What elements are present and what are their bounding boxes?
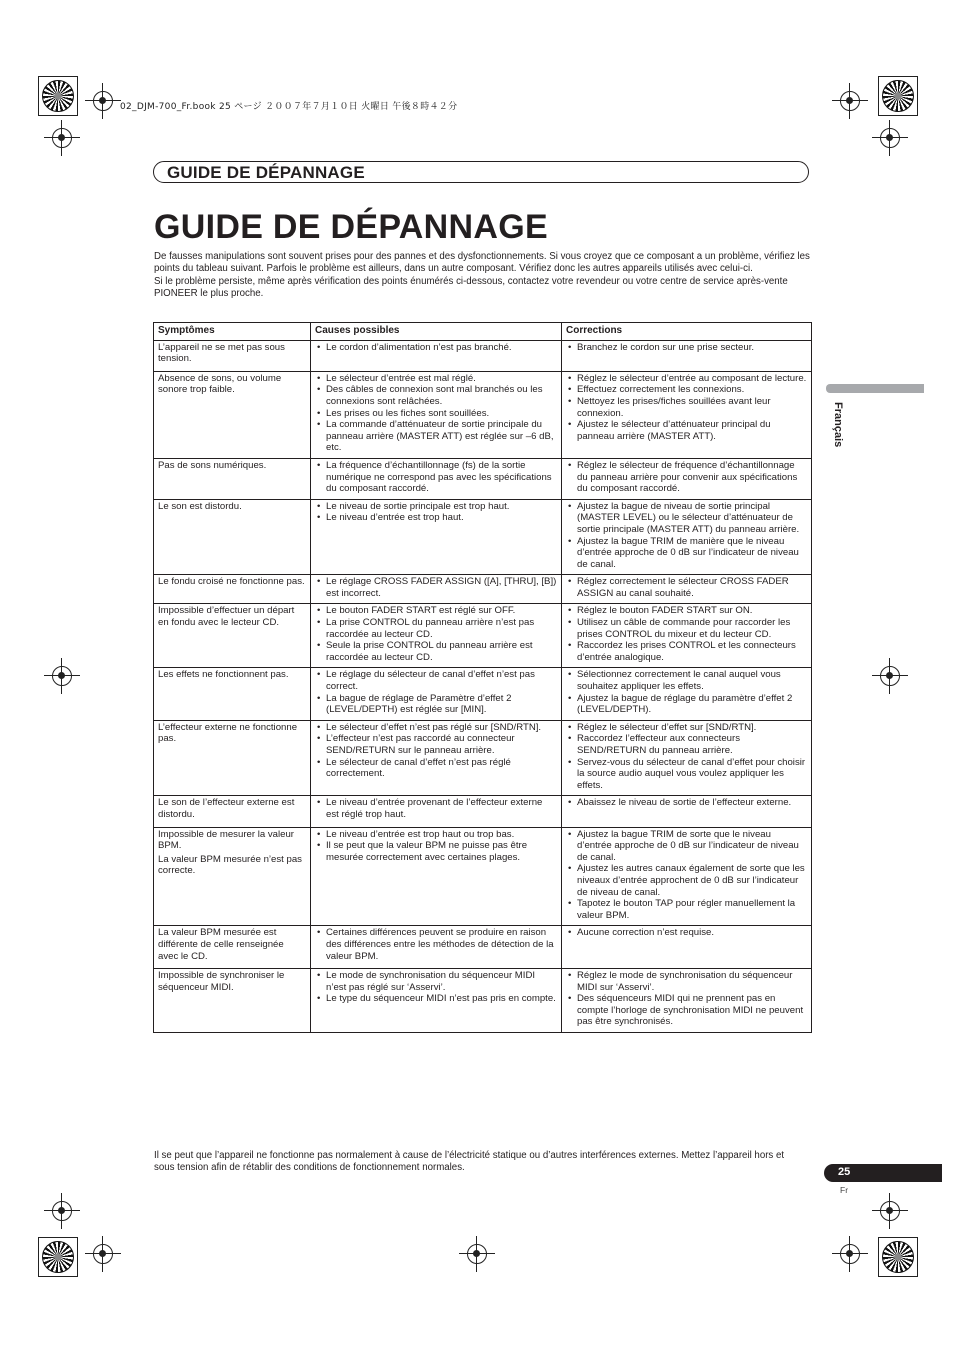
symptom-text: La valeur BPM mesurée n’est pas correcte.: [158, 853, 302, 877]
symptom-cell: [154, 575, 311, 604]
header-causes: Causes possibles: [311, 323, 562, 341]
correction-item: • Ajustez le sélecteur d’atténuateur principal du panneau arrière (MASTER ATT).: [566, 419, 807, 442]
registration-target-icon: [467, 1244, 487, 1264]
correction-item: • Sélectionnez correctement le canal auquel vous souhaitez appliquer les effets.: [566, 669, 807, 692]
correction-cell: [562, 827, 812, 926]
correction-item: • Branchez le cordon sur une prise secteur.: [566, 342, 807, 354]
cause-cell: [311, 827, 562, 926]
symptom-cell: [154, 371, 311, 458]
table-header-row: [154, 323, 812, 341]
cause-item: • Le niveau de sortie principale est trop haut.: [315, 501, 557, 513]
symptom-text: L’appareil ne se met pas sous tension.: [158, 341, 285, 365]
correction-cell: [562, 926, 812, 969]
correction-cell: [562, 340, 812, 371]
registration-target-icon: [840, 1244, 860, 1264]
intro-text: [154, 251, 814, 301]
correction-item: • Réglez le bouton FADER START sur ON.: [566, 605, 807, 617]
correction-list: [566, 460, 807, 495]
symptom-text: Absence de sons, ou volume sonore trop faible.: [158, 372, 282, 396]
correction-item: • Aucune correction n’est requise.: [566, 927, 807, 939]
registration-target-icon: [52, 666, 72, 686]
symptom-cell: [154, 668, 311, 720]
troubleshooting-table: [153, 322, 812, 1033]
table-row: [154, 575, 812, 604]
section-label: GUIDE DE DÉPANNAGE: [167, 163, 365, 182]
correction-list: [566, 797, 807, 809]
correction-cell: [562, 969, 812, 1033]
cause-cell: [311, 575, 562, 604]
correction-cell: [562, 720, 812, 796]
cause-list: [315, 576, 557, 599]
cause-item: • Le sélecteur de canal d’effet n’est pas réglé correctement.: [315, 757, 557, 780]
crop-mark: [878, 76, 918, 116]
cause-item: • Certaines différences peuvent se produire en raison des différences entre les méthodes de détection de la valeur BPM.: [315, 927, 557, 962]
cause-list: [315, 970, 557, 1005]
cause-item: • Le réglage du sélecteur de canal d’effet n’est pas correct.: [315, 669, 557, 692]
correction-item: • Ajustez la bague de réglage du paramètre d’effet 2 (LEVEL/DEPTH).: [566, 693, 807, 716]
page-number: 25: [838, 1166, 851, 1178]
correction-list: [566, 829, 807, 922]
registration-target-icon: [840, 91, 860, 111]
footer-note: Il se peut que l’appareil ne fonctionne pas normalement à cause de l’électricité statique ou d’autres interférences externes. Mettez l’appareil hors et sous tension afin de rétablir des conditions de fonctionnement normales.: [154, 1150, 785, 1174]
symptom-cell: [154, 720, 311, 796]
cause-list: [315, 797, 557, 820]
cause-list: [315, 722, 557, 780]
correction-item: • Ajustez la bague de niveau de sortie principal (MASTER LEVEL) ou le sélecteur d’atténuateur de sortie principale (MASTER ATT) du panneau arrière.: [566, 501, 807, 536]
cause-item: • Le type du séquenceur MIDI n’est pas pris en compte.: [315, 993, 557, 1005]
table-row: [154, 720, 812, 796]
intro-paragraph: De fausses manipulations sont souvent prises pour des pannes et des dysfonctionnements. Si vous croyez que ce composant a un problème, vérifiez les points du tableau suivant. Parfois le problème est ailleurs, dans un autre composant. Vérifiez donc les autres appareils utilisés avec celui-ci.: [154, 251, 810, 275]
correction-cell: [562, 796, 812, 827]
correction-item: • Réglez correctement le sélecteur CROSS FADER ASSIGN au canal souhaité.: [566, 576, 807, 599]
correction-item: • Abaissez le niveau de sortie de l’effecteur externe.: [566, 797, 807, 809]
symptom-text: Les effets ne fonctionnent pas.: [158, 669, 289, 681]
registration-target-icon: [93, 91, 113, 111]
file-header: 02_DJM-700_Fr.book 25 ページ ２００７年７月１０日 火曜日 午後８時４２分: [120, 102, 458, 112]
symptom-text: Impossible d’effectuer un départ en fondu avec le lecteur CD.: [158, 605, 295, 629]
correction-cell: [562, 499, 812, 575]
registration-target-icon: [93, 1244, 113, 1264]
cause-item: • Le sélecteur d’effet n’est pas réglé sur [SND/RTN].: [315, 722, 557, 734]
cause-cell: [311, 926, 562, 969]
table-row: [154, 458, 812, 499]
crop-mark: [38, 1237, 78, 1277]
correction-list: [566, 501, 807, 571]
correction-item: • Ajustez la bague TRIM de sorte que le niveau d’entrée approche de 0 dB sur l’indicateur de niveau de canal.: [566, 829, 807, 864]
cause-cell: [311, 969, 562, 1033]
crop-mark: [38, 76, 78, 116]
cause-item: • Seule la prise CONTROL du panneau arrière est raccordée au lecteur CD.: [315, 640, 557, 663]
correction-list: [566, 605, 807, 663]
symptom-text: Pas de sons numériques.: [158, 459, 267, 471]
cause-item: • Il se peut que la valeur BPM ne puisse pas être mesurée correctement avec certaines plages.: [315, 840, 557, 863]
cause-item: • Le réglage CROSS FADER ASSIGN ([A], [THRU], [B]) est incorrect.: [315, 576, 557, 599]
registration-target-icon: [52, 128, 72, 148]
cause-item: • Le mode de synchronisation du séquenceur MIDI n’est pas réglé sur ‘Asservi’.: [315, 970, 557, 993]
header-symptoms: Symptômes: [154, 323, 311, 341]
crop-mark: [878, 1237, 918, 1277]
symptom-text: Impossible de synchroniser le séquenceur MIDI.: [158, 970, 285, 993]
cause-item: • La commande d’atténuateur de sortie principale du panneau arrière (MASTER ATT) est réglée sur –6 dB, etc.: [315, 419, 557, 454]
cause-cell: [311, 720, 562, 796]
cause-list: [315, 927, 557, 962]
page-language-code: Fr: [840, 1185, 849, 1195]
table-row: [154, 499, 812, 575]
correction-item: • Ajustez la bague TRIM de manière que le niveau d’entrée approche de 0 dB sur l’indicateur de niveau de canal.: [566, 536, 807, 571]
correction-list: [566, 722, 807, 792]
cause-item: • Le niveau d’entrée est trop haut ou trop bas.: [315, 829, 557, 841]
table-row: [154, 969, 812, 1033]
correction-item: • Raccordez l’effecteur aux connecteurs SEND/RETURN du panneau arrière.: [566, 733, 807, 756]
table-row: [154, 371, 812, 458]
cause-cell: [311, 499, 562, 575]
cause-item: • L’effecteur n’est pas raccordé au connecteur SEND/RETURN sur le panneau arrière.: [315, 733, 557, 756]
correction-cell: [562, 458, 812, 499]
table-row: [154, 668, 812, 720]
cause-cell: [311, 458, 562, 499]
cause-item: • La prise CONTROL du panneau arrière n’est pas raccordée au lecteur CD.: [315, 617, 557, 640]
symptom-cell: [154, 458, 311, 499]
cause-cell: [311, 668, 562, 720]
table-row: [154, 604, 812, 668]
cause-list: [315, 501, 557, 524]
cause-list: [315, 605, 557, 663]
correction-item: • Tapotez le bouton TAP pour régler manuellement la valeur BPM.: [566, 898, 807, 921]
correction-list: [566, 342, 807, 354]
correction-list: [566, 373, 807, 443]
correction-cell: [562, 371, 812, 458]
language-label: Français: [832, 402, 844, 448]
cause-list: [315, 669, 557, 715]
cause-item: • Le niveau d’entrée est trop haut.: [315, 512, 557, 524]
correction-item: • Ajustez les autres canaux également de sorte que les niveaux d’entrée approchent de 0 dB sur l’indicateur de niveau de canal.: [566, 863, 807, 898]
registration-target-icon: [880, 128, 900, 148]
symptom-cell: [154, 499, 311, 575]
registration-target-icon: [880, 666, 900, 686]
table-row: [154, 926, 812, 969]
language-tab-bar: [826, 384, 924, 393]
section-header: [153, 161, 809, 183]
cause-item: • Des câbles de connexion sont mal branchés ou les connexions sont relâchées.: [315, 384, 557, 407]
symptom-cell: [154, 796, 311, 827]
correction-item: • Utilisez un câble de commande pour raccorder les prises CONTROL du mixeur et du lecteur CD.: [566, 617, 807, 640]
symptom-cell: [154, 604, 311, 668]
cause-item: • Le niveau d’entrée provenant de l’effecteur externe est réglé trop haut.: [315, 797, 557, 820]
correction-cell: [562, 575, 812, 604]
page-number-badge: [824, 1164, 942, 1182]
cause-item: • La fréquence d’échantillonnage (fs) de la sortie numérique ne correspond pas avec les spécifications du composant raccordé.: [315, 460, 557, 495]
cause-list: [315, 373, 557, 454]
correction-item: • Des séquenceurs MIDI qui ne prennent pas en compte l’horloge de synchronisation MIDI ne peuvent pas être synchronisés.: [566, 993, 807, 1028]
symptom-text: L’effecteur externe ne fonctionne pas.: [158, 721, 298, 745]
cause-item: • Le cordon d’alimentation n’est pas branché.: [315, 342, 557, 354]
cause-list: [315, 460, 557, 495]
table-row: [154, 827, 812, 926]
correction-item: • Réglez le sélecteur d’entrée au composant de lecture.: [566, 373, 807, 385]
symptom-cell: [154, 340, 311, 371]
cause-cell: [311, 796, 562, 827]
correction-item: • Servez-vous du sélecteur de canal d’effet pour choisir la source audio auquel vous voulez appliquer les effets.: [566, 757, 807, 792]
correction-list: [566, 669, 807, 715]
cause-item: • La bague de réglage de Paramètre d’effet 2 (LEVEL/DEPTH) est réglée sur [MIN].: [315, 693, 557, 716]
cause-list: [315, 342, 557, 354]
page-title: GUIDE DE DÉPANNAGE: [154, 208, 548, 246]
correction-item: • Raccordez les prises CONTROL et les connecteurs d’entrée analogique.: [566, 640, 807, 663]
symptom-cell: [154, 827, 311, 926]
symptom-text: Impossible de mesurer la valeur BPM.: [158, 828, 294, 852]
correction-list: [566, 576, 807, 599]
correction-item: • Réglez le sélecteur d’effet sur [SND/RTN].: [566, 722, 807, 734]
header-corrections: Corrections: [562, 323, 812, 341]
correction-list: [566, 927, 807, 939]
cause-item: • Le bouton FADER START est réglé sur OFF.: [315, 605, 557, 617]
correction-cell: [562, 668, 812, 720]
symptom-cell: [154, 969, 311, 1033]
cause-cell: [311, 604, 562, 668]
symptom-text: La valeur BPM mesurée est différente de celle renseignée avec le CD.: [158, 927, 284, 962]
symptom-text: Le son est distordu.: [158, 500, 242, 512]
cause-cell: [311, 371, 562, 458]
cause-item: • Les prises ou les fiches sont souillées.: [315, 408, 557, 420]
cause-list: [315, 829, 557, 864]
cause-cell: [311, 340, 562, 371]
correction-item: • Réglez le mode de synchronisation du séquenceur MIDI sur ‘Asservi’.: [566, 970, 807, 993]
correction-list: [566, 970, 807, 1028]
table-row: [154, 340, 812, 371]
symptom-text: Le fondu croisé ne fonctionne pas.: [158, 576, 305, 588]
correction-item: • Effectuez correctement les connexions.: [566, 384, 807, 396]
table-row: [154, 796, 812, 827]
correction-item: • Réglez le sélecteur de fréquence d’échantillonnage du panneau arrière pour convenir aux spécifications du composant raccordé.: [566, 460, 807, 495]
registration-target-icon: [880, 1201, 900, 1221]
cause-item: • Le sélecteur d’entrée est mal réglé.: [315, 373, 557, 385]
symptom-text: Le son de l’effecteur externe est distordu.: [158, 797, 295, 820]
symptom-cell: [154, 926, 311, 969]
intro-paragraph: Si le problème persiste, même après vérification des points énumérés ci-dessous, contactez votre revendeur ou votre centre de service après-vente PIONEER le plus proche.: [154, 275, 788, 300]
registration-target-icon: [52, 1201, 72, 1221]
correction-cell: [562, 604, 812, 668]
correction-item: • Nettoyez les prises/fiches souillées avant leur connexion.: [566, 396, 807, 419]
